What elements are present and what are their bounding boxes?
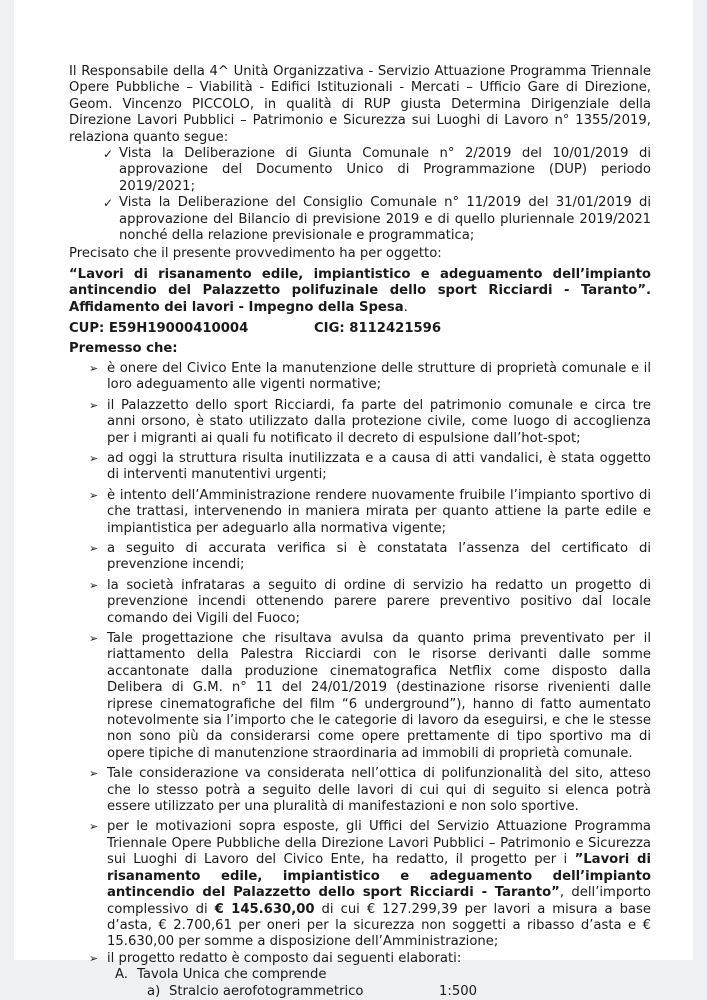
arrow-bullet-icon: ➢ — [89, 488, 99, 502]
codes-row — [69, 321, 651, 337]
premise-item: ➢ a seguito di accurata verifica si è constatata l’assenza del certificato di prevenzione incendi; — [89, 540, 651, 573]
arrow-bullet-icon: ➢ — [89, 541, 99, 555]
arrow-bullet-icon: ➢ — [89, 451, 99, 465]
arrow-bullet-icon: ➢ — [89, 578, 99, 592]
precisato-text: Precisato che il presente provvedimento ha per oggetto: — [69, 246, 442, 262]
elaborati-list — [69, 967, 651, 1000]
premise-item-elaborati: ➢ il progetto redatto è composto dai seguenti elaborati: — [89, 950, 462, 966]
checkmark-icon: ✓ — [103, 147, 114, 162]
arrow-bullet-icon: ➢ — [89, 398, 99, 412]
check-item: ✓ Vista la Deliberazione del Consiglio Comunale n° 11/2019 del 31/01/2019 di approvazione del Bilancio di previsione 2019 e di quello pluriennale 2019/2021 nonché della relazione previsionale e programmatica; — [103, 195, 651, 244]
premise-item-motivazioni: ➢ per le motivazioni sopra esposte, gli Uffici del Servizio Attuazione Programma Triennale Opere Pubbliche della Direzione Lavori Pubblici – Patrimonio e Sicurezza sui Luoghi di Lavoro del Civico Ente, ha redatto, il progetto per i ”Lavori di risanamento edile, impiantistico e adeguamento dell’impianto antincendio del Palazzetto dello sport Ricciardi - Taranto”, dell’importo complessivo di € 145.630,00 di cui € 127.299,39 per lavori a misura a base d’asta, € 2.700,61 per oneri per la sicurezza non soggetti a ribasso d’asta e € 15.630,00 per somme a disposizione dell’Amministrazione; — [89, 819, 652, 950]
document-page — [14, 0, 693, 999]
check-list — [69, 146, 651, 244]
check-item: ✓ Vista la Deliberazione di Giunta Comunale n° 2/2019 del 10/01/2019 di approvazione del Documento Unico di Programmazione (DUP) periodo 2019/2021; — [103, 146, 651, 194]
cup-code: CUP: E59H19000410004 — [69, 321, 249, 337]
intro-paragraph: Il Responsabile della 4^ Unità Organizzativa - Servizio Attuazione Programma Triennale Opere Pubbliche – Viabilità - Edifici Istituzionali - Mercati – Ufficio Gare di Direzione, Geom. Vincenzo PICCOLO, in qualità di RUP giusta Determina Dirigenziale della Direzione Lavori Pubblici – Patrimonio e Sicurezza sui Luoghi di Lavoro n° 1355/2019, relaziona quanto segue: — [69, 64, 651, 145]
arrow-bullet-icon: ➢ — [89, 951, 99, 965]
premise-item: ➢ la società infrataras a seguito di ordine di servizio ha redatto un progetto di prevenzione incendi ottenendo parere parere preventivo positivo dal locale comando dei Vigili del Fuoco; — [89, 577, 651, 626]
arrow-bullet-icon: ➢ — [89, 632, 99, 645]
premises-list — [69, 361, 651, 967]
scale-value: 1:500 — [439, 983, 478, 999]
premise-item: ➢ ad oggi la struttura risulta inutilizzata e a causa di atti vandalici, è stata oggetto di interventi manutentivi urgenti; — [89, 450, 651, 483]
elaborato-a: a) Stralcio aerofotogrammetrico 1:500 — [147, 983, 478, 999]
checkmark-icon: ✓ — [103, 196, 114, 211]
premise-item: ➢ Tale progettazione che risultava avulsa da quanto prima preventivato per il riattamento della Palestra Ricciardi con le risorse derivanti dalle somme accantonate dalla produzione cinematografica Netflix come disposto dalla Delibera di G.M. n° 11 del 24/01/2019 (destinazione risorse rivenienti dalle riprese cinematografiche del film “6 underground”), hanno di fatto aumentato notevolmente sia l’importo che le categorie di lavoro da eseguirsi, e che le stesse non sono più da considerarsi come opere prettamente di tipo sportivo ma di opere tipiche di manutenzione straordinaria ad immobili di proprietà comunale. — [89, 631, 651, 761]
document-body — [69, 64, 651, 1000]
arrow-bullet-icon: ➢ — [89, 361, 99, 375]
premise-item: ➢ è onere del Civico Ente la manutenzione delle strutture di proprietà comunale e il loro adeguamento alle vigenti normative; — [89, 360, 651, 393]
premise-item: ➢ il Palazzetto dello sport Ricciardi, fa parte del patrimonio comunale e circa tre anni orsono, è stato utilizzato dalla protezione civile, come luogo di accoglienza per i migranti ai quali fu notificato il decreto di espulsione dall’hot-spot; — [89, 397, 651, 446]
subject-title: “Lavori di risanamento edile, impiantistico e adeguamento dell’impianto antincendio del Palazzetto polifuzinale dello sport Ricciardi - Taranto”. Affidamento dei lavori - Impegno della Spesa. — [69, 266, 651, 315]
premesso-heading: Premesso che: — [69, 340, 178, 356]
arrow-bullet-icon: ➢ — [89, 820, 99, 834]
arrow-bullet-icon: ➢ — [89, 767, 99, 781]
elaborato-A: A. Tavola Unica che comprende — [115, 967, 327, 983]
cig-code: CIG: 8112421596 — [314, 321, 442, 337]
premise-item: ➢ Tale considerazione va considerata nell’ottica di polifunzionalità del sito, atteso che lo stesso potrà a seguito delle lavori di cui qui di seguito si elenca potrà essere utilizzato per una pluralità di manifestazioni e non solo sportive. — [89, 766, 651, 815]
premise-item: ➢ è intento dell’Amministrazione rendere nuovamente fruibile l’impianto sportivo di che trattasi, intervenendo in maniera mirata per quanto attiene la parte edile e impiantistica per adeguarlo alla normativa vigente; — [89, 487, 651, 536]
